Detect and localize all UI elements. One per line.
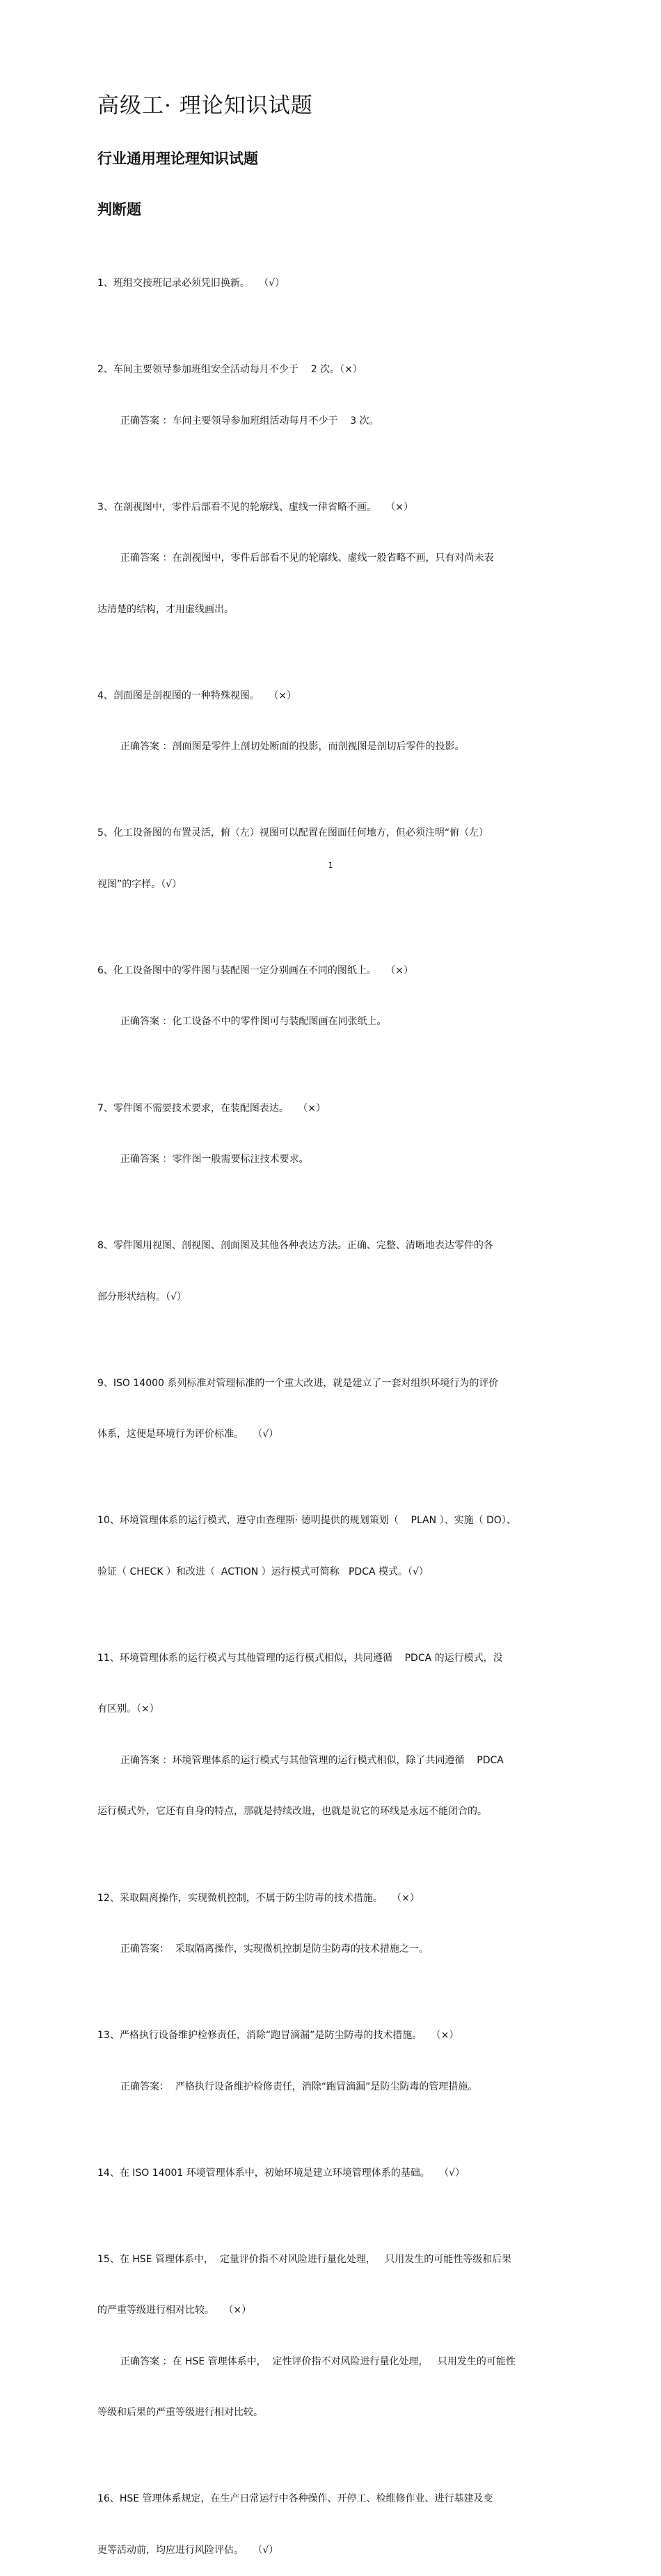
question-12: 12、采取隔离操作，实现微机控制，不属于防尘防毒的技术措施。 （×） [97,1892,420,1904]
answer-15-cont: 等级和后果的严重等级进行相对比较。 [97,2407,263,2419]
answer-15: 正确答案 ：在 HSE 管理体系中， 定性评价指不对风险进行量化处理， 只用发生的可能性 [120,2355,516,2367]
question-10: 10、环境管理体系的运行模式，遵守由查理斯· 德明提供的规划策划（ PLAN ）、实施（ DO）、 [97,1515,516,1527]
question-1: 1、班组交接班记录必须凭旧换新。 （√） [97,278,285,289]
question-list [97,241,571,2576]
question-5-cont: 视图”的字样。（√） [97,878,182,890]
answer-7: 正确答案 ：零件图一般需要标注技术要求。 [120,1154,309,1166]
document-subtitle: 行业通用理论理知识试题 [97,150,258,167]
answer-12: 正确答案： 采取隔离操作，实现微机控制是防尘防毒的技术措施之一。 [120,1943,429,1955]
section-heading: 判断题 [97,200,141,218]
answer-3-cont: 达清楚的结构，才用虚线画出。 [97,603,234,615]
answer-11: 正确答案 ：环境管理体系的运行模式与其他管理的运行模式相似，除了共同遵循 PDCA [120,1754,504,1766]
answer-11-cont: 运行模式外，它还有自身的特点，那就是持续改进，也就是说它的环线是永远不能闭合的。 [97,1806,487,1818]
question-9-cont: 体系，这便是环境行为评价标准。 （√） [97,1429,279,1440]
question-6: 6、化工设备图中的零件图与装配图一定分别画在不同的图纸上。 （×） [97,964,413,976]
question-8: 8、零件图用视图、剖视图、剖面图及其他各种表达方法。正确、完整、清晰地表达零件的各 [97,1240,493,1252]
question-2: 2、车间主要领导参加班组安全活动每月不少于 2 次。（×） [97,364,363,376]
question-3: 3、在剖视图中，零件后部看不见的轮廓线、虚线一律省略不画。 （×） [97,501,413,513]
question-16-cont: 更等活动前，均应进行风险评估。 （√） [97,2544,279,2556]
answer-2: 正确答案 ：车间主要领导参加班组活动每月不少于 3 次。 [120,415,379,427]
question-15: 15、在 HSE 管理体系中， 定量评价指不对风险进行量化处理， 只用发生的可能性等级和后果 [97,2253,512,2265]
question-8-cont: 部分形状结构。（√） [97,1291,186,1303]
question-7: 7、零件图不需要技术要求，在装配图表达。 （×） [97,1102,326,1114]
answer-13: 正确答案： 严格执行设备维护检修责任，消除“跑冒滴漏”是防尘防毒的管理措施。 [120,2081,478,2092]
question-11-cont: 有区别。（×） [97,1703,159,1715]
question-9: 9、ISO 14000 系列标准对管理标准的一个重大改进，就是建立了一套对组织环境行为的评价 [97,1377,499,1389]
page-number: 1 [328,861,333,870]
question-10-cont: 验证（ CHECK ）和改进（ ACTION ）运行模式可简称 PDCA 模式。（√） [97,1566,429,1577]
answer-6: 正确答案 ：化工设备不中的零件图可与装配图画在同张纸上。 [120,1016,387,1028]
question-14: 14、在 ISO 14001 环境管理体系中，初始环境是建立环境管理体系的基础。 （√） [97,2167,465,2179]
question-11: 11、环境管理体系的运行模式与其他管理的运行模式相似，共同遵循 PDCA 的运行模式，没 [97,1652,503,1664]
question-5: 5、化工设备图的布置灵活，俯（左）视图可以配置在图面任何地方，但必须注明“俯（左） [97,827,489,839]
question-4: 4、剖面图是剖视图的一种特殊视图。 （×） [97,690,296,701]
question-15-cont: 的严重等级进行相对比较。 （×） [97,2305,252,2316]
question-13: 13、严格执行设备维护检修责任，消除“跑冒滴漏”是防尘防毒的技术措施。 （×） [97,2030,459,2042]
answer-4: 正确答案 ：剖面图是零件上剖切处断面的投影，而剖视图是剖切后零件的投影。 [120,741,465,753]
answer-3: 正确答案 ：在剖视图中，零件后部看不见的轮廓线、虚线一般省略不画，只有对尚未表 [120,552,494,564]
page-title: 高级工· 理论知识试题 [97,93,313,118]
question-16: 16、HSE 管理体系规定，在生产日常运行中各种操作、开停工、检维修作业、进行基建及变 [97,2493,493,2505]
